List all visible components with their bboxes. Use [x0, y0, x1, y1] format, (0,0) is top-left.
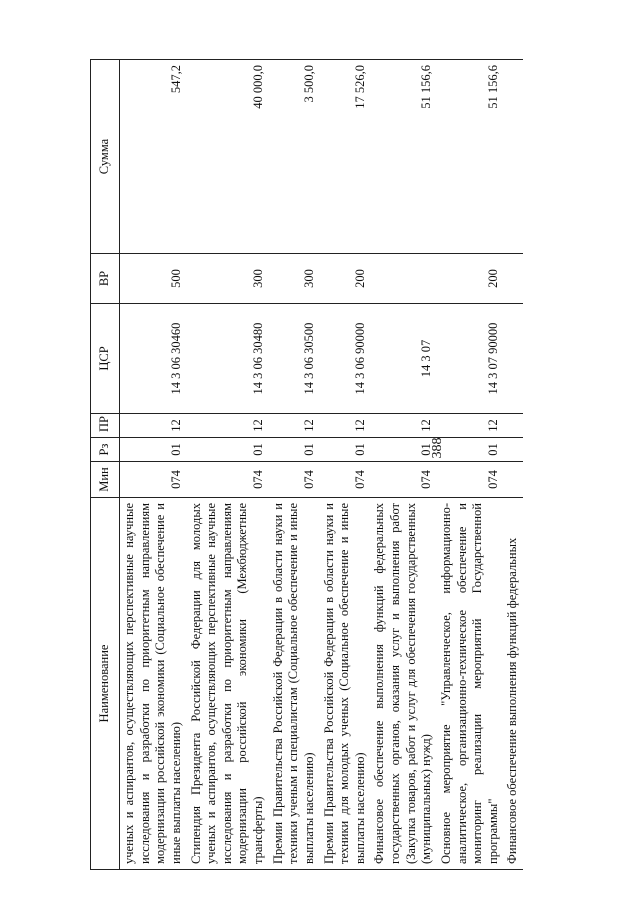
- row-min: 074: [437, 462, 504, 498]
- row-min: 074: [320, 462, 371, 498]
- header-sum: Сумма: [91, 60, 120, 254]
- row-min: 074: [269, 462, 320, 498]
- row-csr: 14 3 06 90000: [320, 304, 371, 414]
- row-pr: 12: [120, 414, 187, 438]
- row-rz: 01: [437, 438, 504, 462]
- row-rz: 01: [269, 438, 320, 462]
- row-csr: 14 3 06 30500: [269, 304, 320, 414]
- row-name: Премии Правительства Российской Федерации в области науки и техники для молодых ученых (Социальное обеспечение и иные выплаты населению): [320, 498, 371, 870]
- header-min: Мин: [91, 462, 120, 498]
- row-rz: 01: [370, 438, 437, 462]
- row-sum: [503, 60, 523, 254]
- table-header-row: [91, 60, 120, 870]
- row-vr: 300: [269, 254, 320, 304]
- table-row: [187, 60, 269, 870]
- row-vr: 200: [320, 254, 371, 304]
- row-pr: 12: [437, 414, 504, 438]
- header-name: Наименование: [91, 498, 120, 870]
- row-vr: 200: [437, 254, 504, 304]
- row-vr: 300: [187, 254, 269, 304]
- row-sum: 51 156,6: [437, 60, 504, 254]
- row-name: Премии Правительства Российской Федерации в области науки и техники ученым и специалистам (Социальное обеспечение и иные выплаты населению): [269, 498, 320, 870]
- table-row: [320, 60, 371, 870]
- table-row: [370, 60, 437, 870]
- header-vr: ВР: [91, 254, 120, 304]
- row-csr: 14 3 06 30460: [120, 304, 187, 414]
- row-rz: 01: [120, 438, 187, 462]
- row-pr: 12: [187, 414, 269, 438]
- table-row: [120, 60, 187, 870]
- table-row: [269, 60, 320, 870]
- row-name: Финансовое обеспечение выполнения функций федеральных: [503, 498, 523, 870]
- row-name: Стипендия Президента Российской Федерации для молодых ученых и аспирантов, осуществляющих перспективные научные исследования и разработки по приоритетным направлениям модернизации российской экономики (Межбюджетные трансферты): [187, 498, 269, 870]
- header-pr: ПР: [91, 414, 120, 438]
- row-csr: 14 3 06 30480: [187, 304, 269, 414]
- row-sum: 51 156,6: [370, 60, 437, 254]
- row-rz: 01: [320, 438, 371, 462]
- row-pr: [503, 414, 523, 438]
- row-name: ученых и аспирантов, осуществляющих перспективные научные исследования и разработки по приоритетным направлениям модернизации российской экономики (Социальное обеспечение и иные выплаты населению): [120, 498, 187, 870]
- row-pr: 12: [320, 414, 371, 438]
- header-rz: Рз: [91, 438, 120, 462]
- row-csr: [503, 304, 523, 414]
- row-sum: 547,2: [120, 60, 187, 254]
- budget-table-container: [90, 60, 600, 870]
- row-vr: [503, 254, 523, 304]
- row-csr: 14 3 07: [370, 304, 437, 414]
- row-vr: [370, 254, 437, 304]
- header-csr: ЦСР: [91, 304, 120, 414]
- row-name: Финансовое обеспечение выполнения функций федеральных государственных органов, оказания услуг и выполнения работ (Закупка товаров, работ и услуг для обеспечения государственных (муниципальных) нужд): [370, 498, 437, 870]
- page-number: 388: [430, 437, 445, 459]
- row-csr: 14 3 07 90000: [437, 304, 504, 414]
- row-vr: 500: [120, 254, 187, 304]
- row-pr: 12: [269, 414, 320, 438]
- row-min: 074: [370, 462, 437, 498]
- row-sum: 3 500,0: [269, 60, 320, 254]
- row-name: Основное мероприятие "Управленческое, информационно-аналитическое, организационно-техническое обеспечение и мониторинг реализации мероприятий Государственной программы": [437, 498, 504, 870]
- table-row: [437, 60, 504, 870]
- row-min: 074: [120, 462, 187, 498]
- row-pr: 12: [370, 414, 437, 438]
- row-rz: 01: [187, 438, 269, 462]
- row-min: [503, 462, 523, 498]
- row-min: 074: [187, 462, 269, 498]
- table-row: [503, 60, 523, 870]
- row-rz: [503, 438, 523, 462]
- row-sum: 17 526,0: [320, 60, 371, 254]
- row-sum: 40 000,0: [187, 60, 269, 254]
- budget-table: [90, 59, 523, 870]
